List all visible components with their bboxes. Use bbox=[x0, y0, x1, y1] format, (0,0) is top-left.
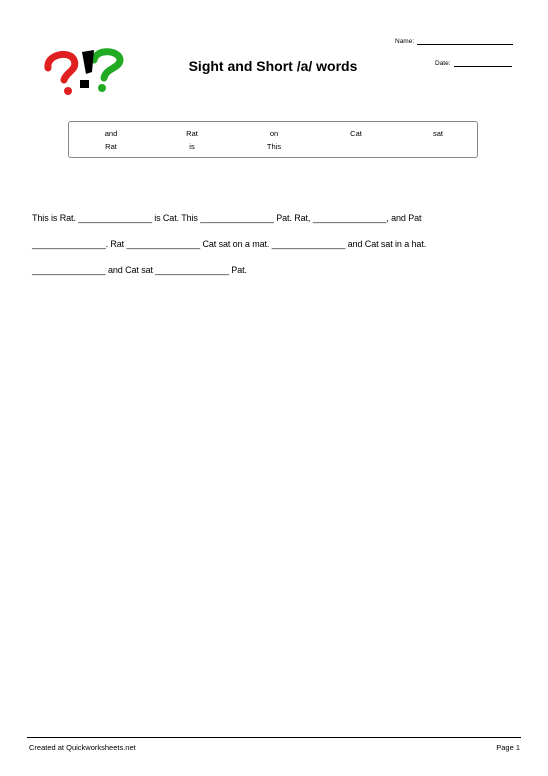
footer-credit: Created at Quickworksheets.net bbox=[29, 743, 136, 752]
name-blank-line[interactable] bbox=[417, 38, 513, 45]
date-field[interactable] bbox=[435, 60, 512, 67]
question-marks-logo bbox=[44, 46, 126, 96]
name-label: Name: bbox=[395, 38, 415, 45]
sentence-line: _______________. Rat _______________ Cat sat on a mat. _______________ and Cat sat in a hat. bbox=[32, 239, 427, 249]
worksheet-title: Sight and Short /a/ words bbox=[188, 58, 358, 74]
sentence-line: _______________ and Cat sat _______________ Pat. bbox=[32, 265, 247, 275]
word-bank-item: is bbox=[189, 142, 195, 151]
page-number: Page 1 bbox=[496, 743, 520, 752]
word-bank-item: Rat bbox=[105, 142, 117, 151]
word-bank-item: sat bbox=[432, 129, 443, 138]
name-field[interactable] bbox=[395, 38, 513, 45]
fill-in-sentences bbox=[32, 205, 502, 283]
word-bank-item: Cat bbox=[350, 129, 362, 138]
sentence-line: This is Rat. _______________ is Cat. This _______________ Pat. Rat, _______________, and Pat bbox=[32, 213, 422, 223]
word-bank-item: Rat bbox=[186, 129, 198, 138]
word-bank-item: and bbox=[104, 129, 118, 138]
date-label: Date: bbox=[435, 60, 451, 67]
word-bank-item: This bbox=[266, 142, 282, 151]
word-bank bbox=[68, 121, 478, 158]
word-bank-item: on bbox=[269, 129, 279, 138]
date-blank-line[interactable] bbox=[454, 60, 512, 67]
footer-divider bbox=[27, 737, 521, 738]
